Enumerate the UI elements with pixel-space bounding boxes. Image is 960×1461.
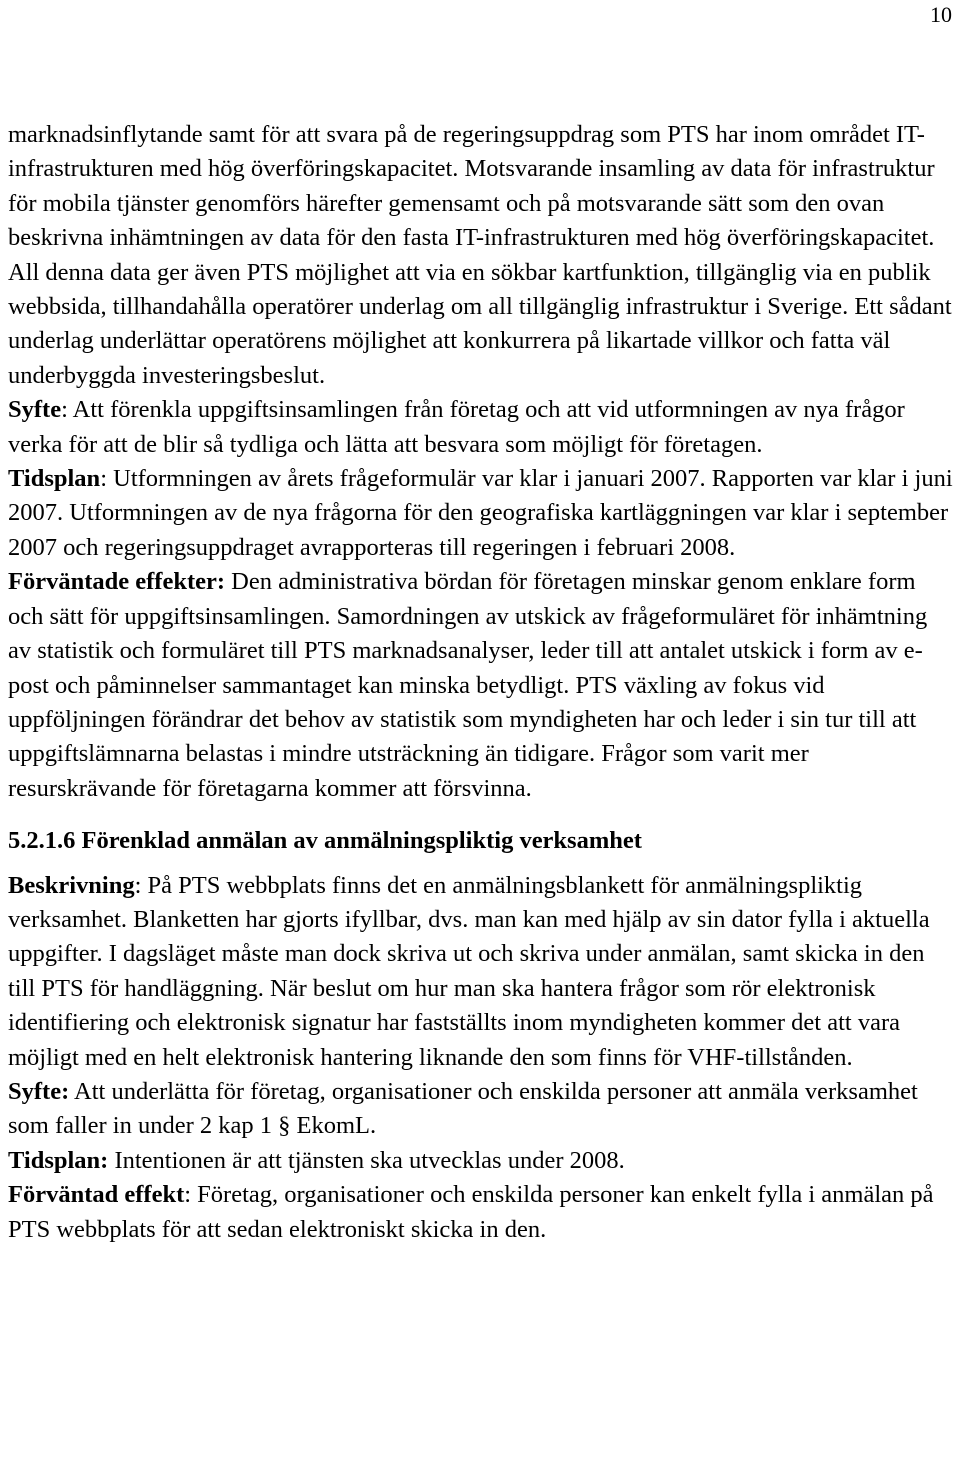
- tidsplan-text: : Utformningen av årets frågeformulär var klar i januari 2007. Rapporten var klar i juni 2007. Utformningen av de nya frågorna för den geografiska kartläggningen var klar i september 2007 och regeringsuppdraget avrapporteras till regeringen i februari 2008.: [8, 465, 953, 561]
- syfte2-text: Att underlätta för företag, organisationer och enskilda personer att anmäla verksamhet som faller in under 2 kap 1 § EkomL.: [8, 1077, 918, 1140]
- intro-text: marknadsinflytande samt för att svara på de regeringsuppdrag som PTS har inom området IT-infrastrukturen med hög överföringskapacitet. Motsvarande insamling av data för infrastruktur för mobila tjänster genomförs härefter gemensamt och på motsvarande sätt som den ovan beskrivna inhämtningen av data för den fasta IT-infrastrukturen med hög överföringskapacitet. All denna data ger även PTS möjlighet att via en sökbar kartfunktion, tillgänglig via en publik webbsida, tillhandahålla operatörer underlag om all tillgänglig infrastruktur i Sverige. Ett sådant underlag underlättar operatörens möjlighet att konkurrera på likartade villkor och fatta väl underbyggda investeringsbeslut.: [8, 121, 952, 389]
- beskrivning-text: : På PTS webbplats finns det en anmälningsblankett för anmälningspliktig verksamhet. Blanketten har gjorts ifyllbar, dvs. man kan med hjälp av sin dator fylla i aktuella uppgifter. I dagsläget måste man dock skriva ut och skriva under anmälan, samt skicka in den till PTS för handläggning. När beslut om hur man ska hantera frågor som rör elektronisk identifiering och elektronisk signatur har fastställts inom myndigheten kommer det att vara möjligt med en helt elektronisk hantering liknande den som finns för VHF-tillstånden.: [8, 871, 930, 1071]
- tidsplan2-label: Tidsplan:: [8, 1146, 109, 1174]
- intro-paragraph: [8, 118, 956, 393]
- effekt-text: : Företag, organisationer och enskilda personer kan enkelt fylla i anmälan på PTS webbplats för att sedan elektroniskt skicka in den.: [8, 1181, 934, 1243]
- effekter-text: Den administrativa bördan för företagen minskar genom enklare form och sätt för uppgiftsinsamlingen. Samordningen av utskick av frågeformuläret för inhämtning av statistik och formuläret till PTS marknadsanalyser, leder till att antalet utskick i form av e-post och påminnelser sammantaget kan minska betydligt. PTS växling av fokus vid uppföljningen förändrar det behov av statistik som myndigheten har och leder i sin tur till att uppgiftslämnarna belastas i mindre utsträckning än tidigare. Frågor som varit mer resurskrävande för företagarna kommer att försvinna.: [8, 568, 928, 802]
- effekt-paragraph: [8, 1178, 956, 1247]
- document-body: [8, 118, 956, 1247]
- section-heading: 5.2.1.6 Förenklad anmälan av anmälningspliktig verksamhet: [8, 827, 642, 855]
- beskrivning-paragraph: [8, 869, 956, 1075]
- tidsplan2-text: Intentionen är att tjänsten ska utvecklas under 2008.: [108, 1146, 625, 1174]
- page-number: 10: [930, 2, 952, 27]
- syfte2-paragraph: [8, 1075, 956, 1144]
- syfte-paragraph: [8, 393, 956, 462]
- effekt-label: Förväntad effekt: [8, 1181, 185, 1209]
- beskrivning-label: Beskrivning: [8, 871, 135, 899]
- effekter-label: Förväntade effekter:: [8, 568, 226, 596]
- tidsplan-label: Tidsplan: [8, 465, 101, 493]
- syfte-text: : Att förenkla uppgiftsinsamlingen från företag och att vid utformningen av nya frågor verka för att de blir så tydliga och lätta att besvara som möjligt för företagen.: [8, 396, 905, 458]
- effekter-paragraph: [8, 565, 956, 806]
- tidsplan-paragraph: [8, 462, 956, 565]
- syfte-label: Syfte: [8, 396, 62, 424]
- tidsplan2-paragraph: [8, 1144, 956, 1178]
- syfte2-label: Syfte:: [8, 1077, 70, 1105]
